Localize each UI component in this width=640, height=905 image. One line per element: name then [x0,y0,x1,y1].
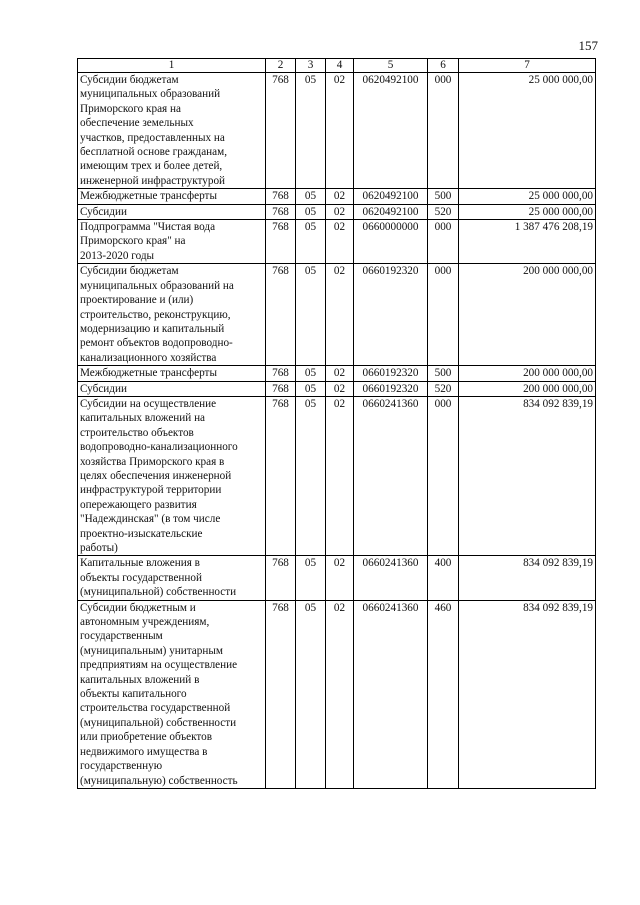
row-name-text: Подпрограмма "Чистая вода Приморского края" на 2013-2020 годы [80,221,216,262]
row-code-cell [428,264,459,366]
row-amount-text: 834 092 839,19 [523,397,593,410]
row-name-text: Субсидии [80,205,127,218]
row-code-text: 768 [272,205,289,218]
row-code-cell [354,204,428,219]
row-code-cell [354,396,428,555]
row-code-text: 05 [304,265,317,278]
row-code-cell [428,366,459,381]
row-code-cell [266,556,296,600]
row-name-text: Капитальные вложения в объекты государственной (муниципальной) собственности [80,557,237,599]
row-code-text: 460 [434,601,452,614]
row-code-cell [296,381,326,396]
row-code-text: 000 [434,74,452,86]
row-code-cell [326,366,354,381]
row-code-text: 02 [333,601,346,614]
row-amount-text: 834 092 839,19 [523,601,593,614]
row-name-text: Субсидии бюджетным и автономным учреждениям, государственным (муниципальным) унитарным предприятиям на осуществление капитальных вложений в объекты капитального строительства государственной (муниципальной) собственности или приобретение объектов недвижимого имущества в государственную (муниципальную) собственность [80,601,238,787]
row-amount-cell [459,366,596,381]
row-name-text: Субсидии на осуществление капитальных вложений на строительство объектов водопроводно-канализационного хозяйства Приморского края в целях обеспечения инженерной инфраструктурой территории опережающего развития "Надеждинская" (в том числе проектно-изыскательские работы) [80,397,238,554]
row-code-text: 768 [272,74,289,86]
row-code-cell [326,396,354,555]
row-code-text: 05 [304,205,317,218]
row-code-cell [266,264,296,366]
row-code-cell [266,381,296,396]
row-code-cell [354,264,428,366]
row-amount-cell [459,396,596,555]
row-code-cell [266,73,296,189]
row-amount-text: 200 000 000,00 [523,382,593,395]
row-code-cell [326,73,354,189]
row-code-cell [428,556,459,600]
row-code-cell [326,264,354,366]
row-code-cell [428,204,459,219]
row-name-text: Субсидии [80,382,127,395]
row-code-cell [428,220,459,264]
row-code-text: 05 [304,601,317,614]
row-code-text: 0660241360 [362,557,419,570]
row-code-cell [266,366,296,381]
row-code-text: 768 [272,265,289,278]
column-header: 7 [459,59,596,73]
row-code-text: 000 [434,397,452,410]
row-code-text: 0620492100 [362,205,419,218]
column-header: 3 [296,59,326,73]
row-code-text: 05 [304,382,317,395]
table-row [78,366,596,381]
row-code-cell [354,220,428,264]
column-header: 5 [354,59,428,73]
row-code-text: 000 [434,221,452,234]
row-code-text: 768 [272,557,289,570]
table-row [78,381,596,396]
row-code-cell [354,73,428,189]
row-name-cell [78,73,266,189]
row-code-cell [326,556,354,600]
row-name-text: Субсидии бюджетам муниципальных образований на проектирование и (или) строительство, реконструкцию, модернизацию и капитальный ремонт объектов водопроводно- канализационного хозяйства [80,265,234,364]
column-header: 1 [78,59,266,73]
row-code-text: 05 [304,367,317,380]
table-row [78,556,596,600]
row-code-cell [266,600,296,788]
row-amount-cell [459,220,596,264]
row-name-cell [78,396,266,555]
row-code-text: 0660192320 [362,382,419,395]
table-row [78,204,596,219]
table-row [78,220,596,264]
row-code-cell [266,396,296,555]
row-amount-text: 1 387 476 208,19 [514,221,593,234]
row-code-text: 0660241360 [362,397,419,410]
row-code-cell [428,396,459,555]
row-code-text: 02 [333,221,346,234]
row-name-cell [78,366,266,381]
row-code-text: 500 [434,367,452,380]
row-code-cell [266,220,296,264]
row-code-text: 768 [272,367,289,380]
row-code-text: 0660241360 [362,601,419,614]
row-code-text: 02 [333,557,346,570]
row-name-cell [78,220,266,264]
row-name-cell [78,600,266,788]
row-code-cell [428,73,459,189]
row-amount-text: 200 000 000,00 [523,367,593,380]
row-code-text: 02 [333,367,346,380]
row-code-cell [296,220,326,264]
row-code-cell [296,204,326,219]
row-amount-text: 25 000 000,00 [528,205,593,218]
row-code-cell [266,189,296,204]
row-code-text: 500 [434,190,452,203]
page-number: 157 [578,38,598,53]
row-code-text: 02 [333,190,346,203]
row-amount-cell [459,556,596,600]
row-code-cell [296,366,326,381]
row-name-cell [78,189,266,204]
row-amount-text: 25 000 000,00 [528,74,593,86]
row-code-text: 768 [272,382,289,395]
row-name-text: Межбюджетные трансферты [80,367,217,380]
row-code-cell [296,189,326,204]
row-code-cell [266,204,296,219]
row-name-cell [78,381,266,396]
row-code-cell [296,264,326,366]
row-code-cell [326,381,354,396]
row-code-text: 05 [304,397,317,410]
row-code-cell [296,600,326,788]
row-amount-cell [459,204,596,219]
row-code-text: 520 [434,382,452,395]
table-row [78,264,596,366]
row-code-cell [354,600,428,788]
row-amount-cell [459,189,596,204]
row-code-text: 02 [333,74,346,86]
row-amount-cell [459,381,596,396]
row-code-text: 400 [434,557,452,570]
row-name-text: Межбюджетные трансферты [80,190,217,203]
row-code-cell [354,189,428,204]
row-code-cell [428,189,459,204]
row-code-text: 0620492100 [362,74,419,86]
row-code-cell [326,600,354,788]
row-code-text: 05 [304,74,317,86]
row-amount-cell [459,73,596,189]
row-code-text: 0660000000 [362,221,419,234]
row-code-cell [354,556,428,600]
row-code-text: 0620492100 [362,190,419,203]
column-header: 6 [428,59,459,73]
table-row [78,189,596,204]
row-amount-text: 200 000 000,00 [523,265,593,278]
row-code-cell [326,189,354,204]
row-code-text: 02 [333,265,346,278]
row-code-cell [326,220,354,264]
row-code-cell [354,366,428,381]
row-name-cell [78,204,266,219]
row-code-cell [326,204,354,219]
row-code-cell [354,381,428,396]
row-code-text: 05 [304,221,317,234]
table-row [78,600,596,788]
row-code-cell [296,556,326,600]
row-code-text: 02 [333,205,346,218]
row-code-text: 768 [272,397,289,410]
row-code-text: 0660192320 [362,367,419,380]
row-code-text: 520 [434,205,452,218]
row-code-cell [296,396,326,555]
budget-table [77,58,596,789]
row-amount-cell [459,264,596,366]
row-code-text: 05 [304,557,317,570]
row-amount-text: 25 000 000,00 [528,190,593,203]
row-code-cell [296,73,326,189]
row-name-cell [78,556,266,600]
row-code-text: 768 [272,601,289,614]
header-row [78,59,596,73]
row-code-text: 05 [304,190,317,203]
row-code-text: 768 [272,221,289,234]
row-code-text: 0660192320 [362,265,419,278]
row-name-text: Субсидии бюджетам муниципальных образований Приморского края на обеспечение земельных участков, предоставленных на бесплатной основе гражданам, имеющим трех и более детей, инженерной инфраструктурой [80,74,228,187]
column-header: 4 [326,59,354,73]
row-amount-cell [459,600,596,788]
column-header: 2 [266,59,296,73]
table-row [78,73,596,189]
row-amount-text: 834 092 839,19 [523,557,593,570]
table-row [78,396,596,555]
row-name-cell [78,264,266,366]
row-code-text: 02 [333,382,346,395]
row-code-cell [428,381,459,396]
row-code-text: 768 [272,190,289,203]
row-code-text: 02 [333,397,346,410]
row-code-text: 000 [434,265,452,278]
row-code-cell [428,600,459,788]
